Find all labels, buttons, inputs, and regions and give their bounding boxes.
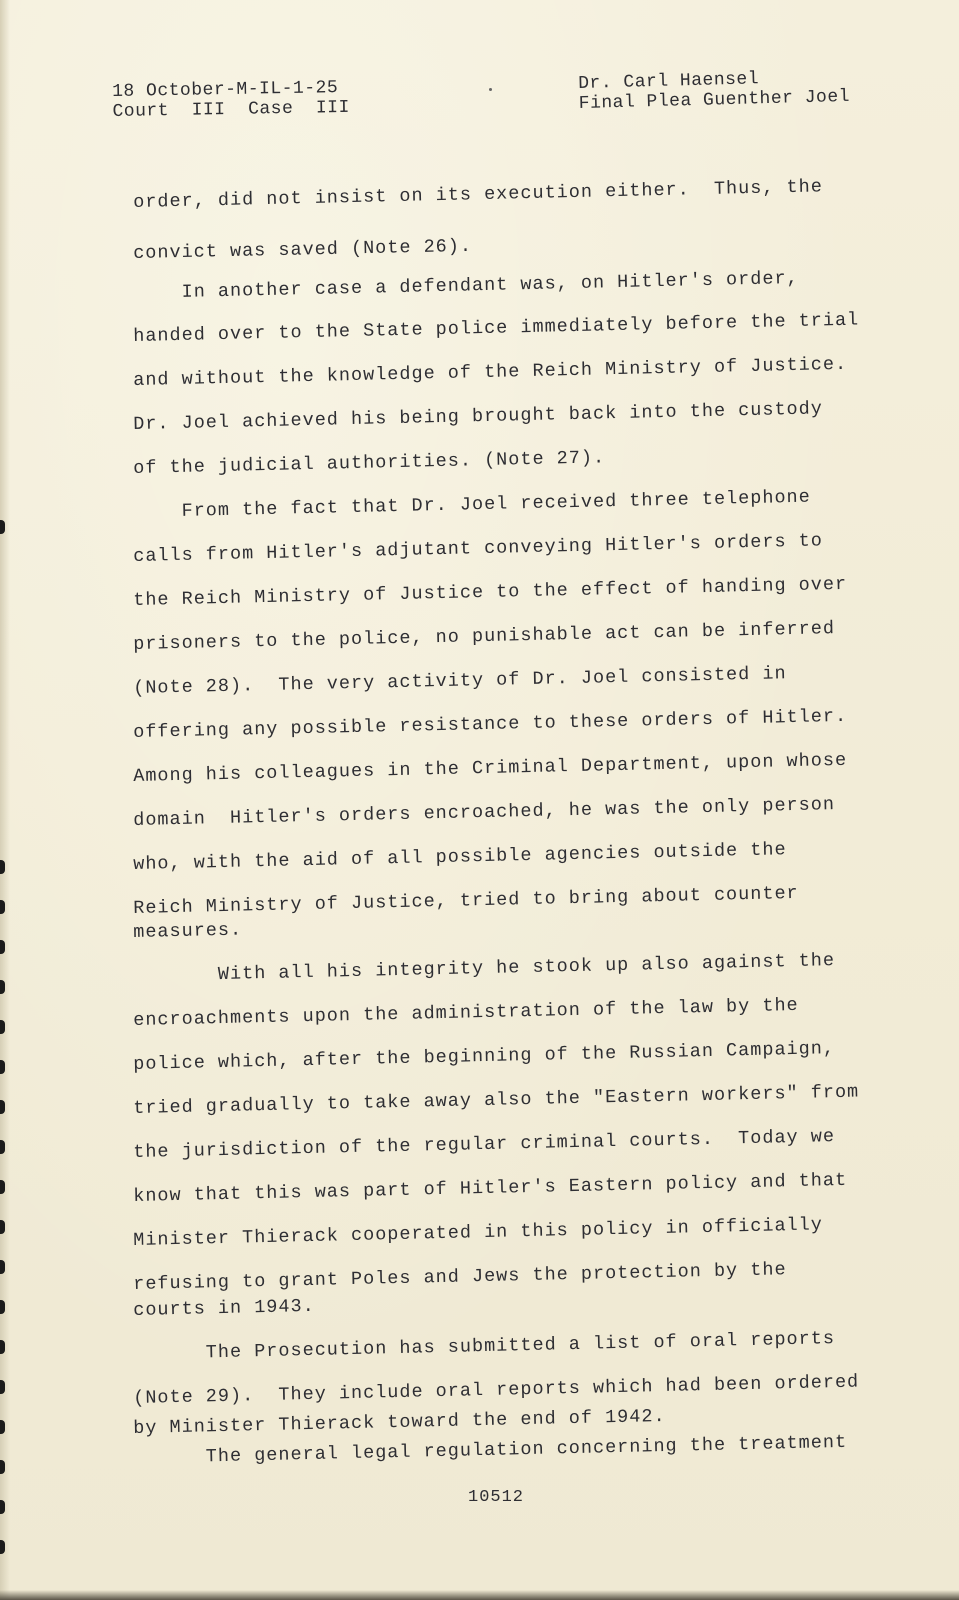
body-text-line: and without the knowledge of the Reich Ministry of Justice. [133, 353, 848, 391]
binding-hole [0, 1380, 5, 1394]
binding-hole [0, 1260, 5, 1274]
binding-hole [0, 1140, 5, 1154]
body-text-line: Among his colleagues in the Criminal Department, upon whose [133, 749, 848, 787]
binding-hole [0, 1460, 5, 1474]
body-text-line: (Note 29). They include oral reports which had been ordered [133, 1371, 860, 1409]
body-text-line: domain Hitler's orders encroached, he was the only person [133, 794, 836, 831]
body-text-line: refusing to grant Poles and Jews the protection by the [133, 1259, 787, 1295]
binding-hole [0, 1500, 5, 1514]
binding-hole [0, 1420, 5, 1434]
body-text-line: the Reich Ministry of Justice to the effect of handing over [133, 573, 848, 611]
body-text-line: The Prosecution has submitted a list of oral reports [133, 1328, 836, 1365]
body-text-line: (Note 28). The very activity of Dr. Joel consisted in [133, 663, 787, 699]
body-text-line: tried gradually to take away also the "Eastern workers" from [133, 1081, 860, 1119]
body-text-line: know that this was part of Hitler's Eastern policy and that [133, 1169, 848, 1207]
case-reference [112, 78, 350, 122]
stray-mark [489, 88, 492, 91]
binding-hole [0, 1340, 5, 1354]
body-text-line: of the judicial authorities. (Note 27). [133, 447, 606, 479]
body-text-line: Dr. Joel achieved his being brought back into the custody [133, 398, 824, 435]
body-text-line: Minister Thierack cooperated in this policy in officially [133, 1214, 824, 1251]
body-text-line: courts in 1943. [133, 1295, 315, 1321]
binding-hole [0, 1300, 5, 1314]
binding-hole [0, 980, 5, 994]
body-text-line: measures. [133, 919, 243, 943]
case-reference-line-2: Court III Case III [112, 97, 351, 122]
body-text-line: handed over to the State police immediately before the trial [133, 309, 860, 347]
body-text-line: encroachments upon the administration of the law by the [133, 994, 799, 1031]
body-text-line: offering any possible resistance to these orders of Hitler. [133, 705, 848, 743]
binding-hole [0, 1220, 5, 1234]
binding-hole [0, 1060, 5, 1074]
body-text-line: The general legal regulation concerning the treatment [133, 1431, 848, 1469]
body-text-line: by Minister Thierack toward the end of 1942. [133, 1405, 666, 1439]
body-text-line: prisoners to the police, no punishable act can be inferred [133, 618, 836, 655]
body-text-line: Reich Ministry of Justice, tried to bring about counter [133, 882, 799, 919]
body-text-line: order, did not insist on its execution either. Thus, the [133, 176, 824, 213]
page-left-edge [0, 0, 10, 1600]
body-text-line: In another case a defendant was, on Hitler's order, [133, 267, 799, 304]
body-text-line: calls from Hitler's adjutant conveying Hitler's orders to [133, 530, 824, 567]
body-text-line: the jurisdiction of the regular criminal courts. Today we [133, 1126, 836, 1163]
body-text-line: who, with the aid of all possible agencies outside the [133, 839, 787, 875]
body-text-line: police which, after the beginning of the Russian Campaign, [133, 1038, 836, 1075]
binding-hole [0, 1100, 5, 1114]
binding-hole [0, 860, 5, 874]
binding-hole [0, 900, 5, 914]
page-number: 10512 [468, 1488, 525, 1507]
body-text-line: From the fact that Dr. Joel received three telephone [133, 486, 812, 523]
body-text-line: With all his integrity he stook up also against the [133, 950, 836, 987]
binding-hole [0, 940, 5, 954]
author-line: Dr. Carl Haensel [578, 69, 760, 94]
page-bottom-edge [0, 1590, 959, 1600]
binding-hole [0, 1180, 5, 1194]
binding-hole [0, 1020, 5, 1034]
binding-hole [0, 1540, 5, 1554]
plea-title-line: Final Plea Guenther Joel [578, 86, 851, 114]
case-reference-line-1: 18 October-M-IL-1-25 [112, 78, 339, 102]
document-author-title [578, 67, 850, 114]
body-text-line: convict was saved (Note 26). [133, 235, 473, 264]
binding-hole [0, 520, 5, 534]
